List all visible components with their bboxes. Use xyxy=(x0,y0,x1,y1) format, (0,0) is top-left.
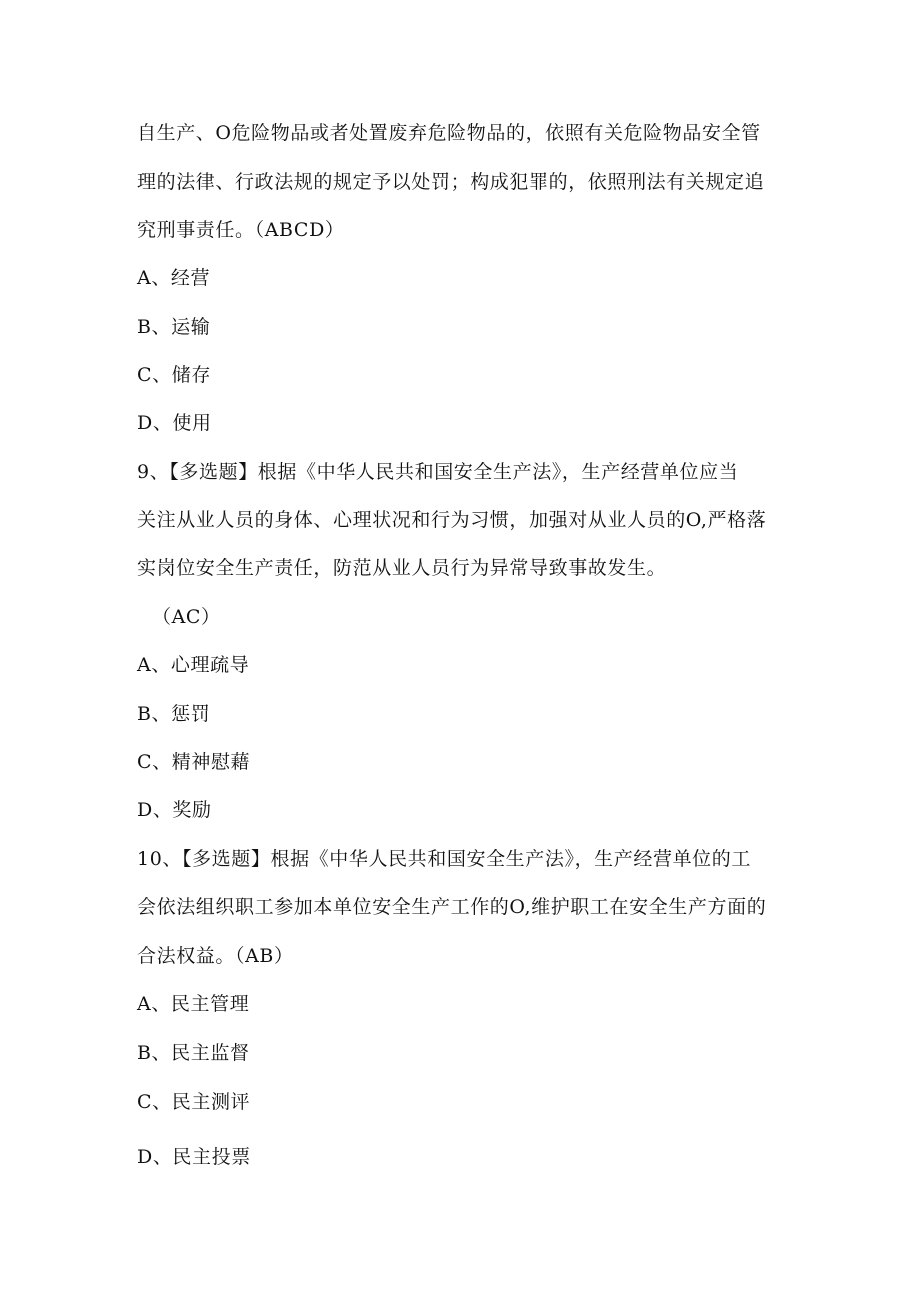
q8-text-line-1: 自生产、O危险物品或者处置废弃危险物品的，依照有关危险物品安全管 xyxy=(137,122,761,144)
q10-text-line-3: 合法权益。（AB） xyxy=(137,945,294,967)
q9-text-line-2: 关注从业人员的身体、心理状况和行为习惯，加强对从业人员的O,严格落 xyxy=(137,509,767,531)
q9-option-d: D、奖励 xyxy=(137,799,212,821)
q8-text-line-3: 究刑事责任。（ABCD） xyxy=(137,219,345,241)
q9-option-b: B、惩罚 xyxy=(137,703,211,725)
q9-option-c: C、精神慰藉 xyxy=(137,751,251,773)
q9-option-a: A、心理疏导 xyxy=(137,654,250,676)
q8-option-b: B、运输 xyxy=(137,316,211,338)
q10-text-line-2: 会依法组织职工参加本单位安全生产工作的O,维护职工在安全生产方面的 xyxy=(137,896,767,918)
q10-option-b: B、民主监督 xyxy=(137,1042,250,1064)
q8-option-c: C、储存 xyxy=(137,364,211,386)
q10-text-line-1: 10、【多选题】根据《中华人民共和国安全生产法》，生产经营单位的工 xyxy=(137,848,751,870)
q9-answer: （AC） xyxy=(152,606,221,628)
q10-option-a: A、民主管理 xyxy=(137,993,250,1015)
q9-text-line-3: 实岗位安全生产责任，防范从业人员行为异常导致事故发生。 xyxy=(137,557,667,579)
q10-option-c: C、民主测评 xyxy=(137,1091,251,1113)
q9-text-line-1: 9、【多选题】根据《中华人民共和国安全生产法》，生产经营单位应当 xyxy=(137,461,739,483)
q8-option-d: D、使用 xyxy=(137,412,212,434)
q8-text-line-2: 理的法律、行政法规的规定予以处罚；构成犯罪的，依照刑法有关规定追 xyxy=(137,171,765,193)
q8-option-a: A、经营 xyxy=(137,267,211,289)
q10-option-d: D、民主投票 xyxy=(137,1146,251,1168)
